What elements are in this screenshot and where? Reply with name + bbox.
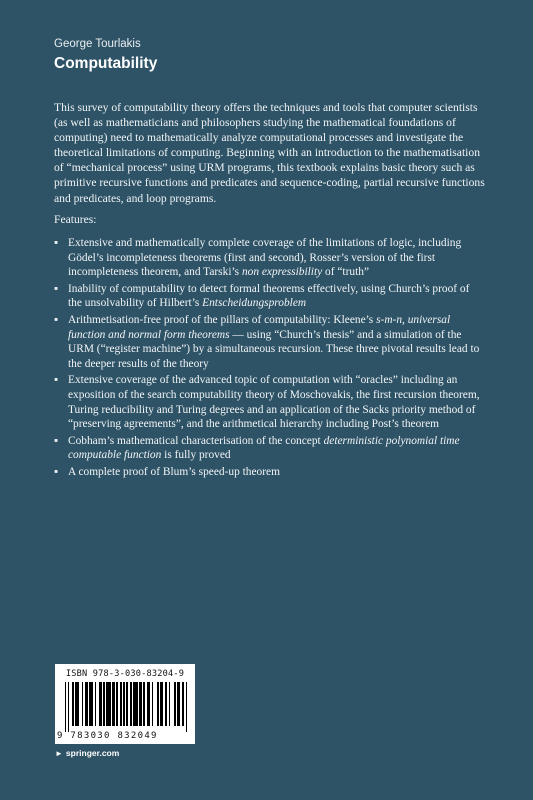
features-list bbox=[54, 236, 486, 482]
feature-text: Cobham’s mathematical characterisation of the concept bbox=[68, 434, 324, 447]
feature-text: Extensive coverage of the advanced topic of computation with “oracles” including an exposition of the search computability theory of Moschovakis, the first recursion theorem, Turing reducibility and Turing degrees and an application of the Sacks priority method of “preserving agreements”, and the arithmetical hierarchy including Post’s theorem bbox=[68, 374, 480, 431]
feature-text: Extensive and mathematically complete coverage of the limitations of logic, including Gödel’s incompleteness theorems (first and second), Rosser’s version of the first incompleteness theorem, and Tarski’s bbox=[68, 237, 462, 279]
bullet-icon: ▪ bbox=[54, 313, 59, 326]
barcode-bars bbox=[65, 682, 189, 730]
feature-item bbox=[54, 313, 486, 371]
isbn-barcode bbox=[55, 664, 195, 744]
feature-item bbox=[54, 373, 486, 431]
feature-text: A complete proof of Blum’s speed-up theorem bbox=[68, 465, 280, 478]
bullet-icon: ▪ bbox=[54, 374, 59, 387]
barcode-digits: 9 783030 832049 bbox=[57, 731, 158, 741]
feature-text: Inability of computability to detect formal theorems effectively, using Church’s proof of the unsolvability of Hilbert’s bbox=[68, 282, 470, 310]
feature-text: is fully proved bbox=[161, 449, 231, 462]
feature-item bbox=[54, 236, 486, 280]
arrow-icon: ► bbox=[55, 748, 63, 758]
barcode-gap bbox=[187, 682, 188, 726]
book-description: This survey of computability theory offers the techniques and tools that computer scientists (as well as mathematicians and philosophers studying the mathematical foundations of computing) need to mathematically analyze computational processes and investigate the theoretical limitations of computing. Beginning with an introduction to the mathematisation of “mechanical process” using URM programs, this textbook explains basic theory such as primitive recursive functions and predicates and sequence-coding, partial recursive functions and predicates, and loop programs. bbox=[54, 101, 485, 205]
bullet-icon: ▪ bbox=[54, 434, 59, 447]
features-heading: Features: bbox=[54, 213, 97, 226]
feature-italic-text: Entscheidungsproblem bbox=[202, 297, 307, 310]
feature-item bbox=[54, 282, 486, 311]
bullet-icon: ▪ bbox=[54, 237, 59, 249]
bullet-icon: ▪ bbox=[54, 282, 59, 295]
feature-italic-text: non expressibility bbox=[241, 266, 323, 279]
feature-text: of “truth” bbox=[322, 266, 369, 279]
feature-italic-text: deterministic polynomial time computable function bbox=[68, 434, 460, 462]
feature-item bbox=[54, 434, 486, 463]
author-name: George Tourlakis bbox=[54, 38, 141, 50]
publisher-url: springer.com bbox=[65, 748, 120, 758]
feature-item bbox=[54, 465, 486, 480]
feature-text: Arithmetisation-free proof of the pillars of computability: Kleene’s bbox=[68, 313, 377, 326]
isbn-number: ISBN 978-3-030-83204-9 bbox=[65, 669, 185, 679]
bullet-icon: ▪ bbox=[54, 465, 59, 478]
publisher-link[interactable] bbox=[55, 748, 119, 758]
feature-italic-text: s-m-n, universal function and normal form theorems bbox=[68, 313, 451, 341]
feature-text: — using “Church’s thesis” and a simulation of the URM (“register machine”) by a simultaneous recursion. These three pivotal results lead to the deeper results of the theory bbox=[68, 328, 480, 370]
book-title: Computability bbox=[54, 55, 158, 72]
